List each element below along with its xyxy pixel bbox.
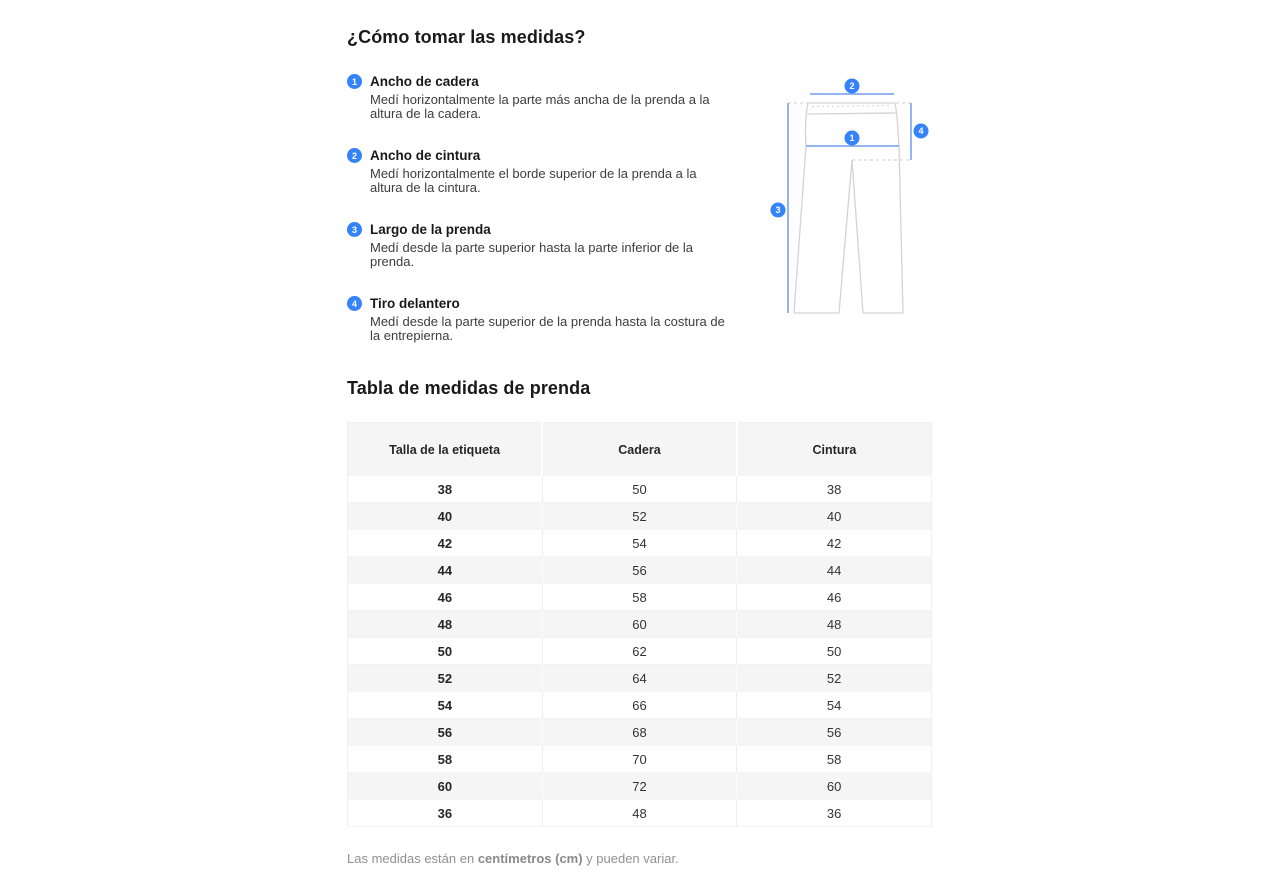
size-cell: 48 [348,611,543,638]
measure-cell: 56 [737,719,932,746]
footnote-prefix: Las medidas están en [347,851,478,866]
instruction-description: Medí horizontalmente el borde superior de la prenda a la altura de la cintura. [370,166,697,195]
table-row [348,530,932,557]
hip-badge-number: 1 [849,133,855,144]
table-row [348,719,932,746]
measure-cell: 66 [542,692,737,719]
size-cell: 58 [348,746,543,773]
instruction-title: Tiro delantero [370,296,460,311]
measure-cell: 60 [542,611,737,638]
instruction-description: Medí desde la parte superior hasta la parte inferior de la prenda. [370,240,694,269]
size-cell: 60 [348,773,543,800]
step-number-badge [347,222,362,237]
table-row [348,773,932,800]
measure-cell: 42 [737,530,932,557]
size-cell: 50 [348,638,543,665]
measure-cell: 40 [737,503,932,530]
table-row [348,800,932,827]
front-rise-badge-number: 4 [918,126,924,137]
size-cell: 40 [348,503,543,530]
measure-cell: 52 [737,665,932,692]
measure-cell: 62 [542,638,737,665]
measure-cell: 48 [542,800,737,827]
size-cell: 42 [348,530,543,557]
table-row [348,692,932,719]
column-header-waist: Cintura [737,423,932,477]
table-row [348,746,932,773]
measure-cell: 50 [737,638,932,665]
size-cell: 36 [348,800,543,827]
size-cell: 44 [348,557,543,584]
size-cell: 54 [348,692,543,719]
table-row [348,611,932,638]
table-row [348,638,932,665]
footnote-units: centímetros (cm) [477,851,583,866]
measure-cell: 54 [737,692,932,719]
step-number-badge [347,296,362,311]
instruction-title: Ancho de cintura [370,148,481,163]
size-cell: 46 [348,584,543,611]
step-number: 1 [351,76,357,87]
measure-cell: 46 [737,584,932,611]
step-number: 3 [351,224,357,235]
length-badge-number: 3 [775,205,781,216]
measure-cell: 58 [737,746,932,773]
table-row [348,584,932,611]
measure-cell: 64 [542,665,737,692]
table-row [348,503,932,530]
measure-cell: 44 [737,557,932,584]
waist-badge-number: 2 [849,81,855,92]
measure-cell: 72 [542,773,737,800]
size-table-body [348,476,932,827]
measure-cell: 48 [737,611,932,638]
page-title: ¿Cómo tomar las medidas? [347,27,586,47]
step-number-badge [347,148,362,163]
measure-cell: 60 [737,773,932,800]
instruction-description: Medí desde la parte superior de la prenda hasta la costura de la entrepierna. [370,314,725,343]
measure-cell: 38 [737,476,932,503]
instruction-title: Ancho de cadera [370,74,479,89]
size-table-title: Tabla de medidas de prenda [347,378,591,398]
table-row [348,557,932,584]
size-cell: 56 [348,719,543,746]
measure-cell: 68 [542,719,737,746]
measure-cell: 54 [542,530,737,557]
header-row [348,423,932,477]
size-table-header [348,423,932,477]
step-number: 4 [351,298,357,309]
measure-cell: 56 [542,557,737,584]
measure-cell: 58 [542,584,737,611]
table-row [348,476,932,503]
size-cell: 38 [348,476,543,503]
measurement-lines [788,94,911,313]
instruction-title: Largo de la prenda [370,222,491,237]
size-cell: 52 [348,665,543,692]
step-number-badge [347,74,362,89]
measure-cell: 50 [542,476,737,503]
footnote-suffix: y pueden variar. [582,851,679,866]
column-header-label-size: Talla de la etiqueta [348,423,543,477]
units-footnote [347,851,932,867]
step-number: 2 [351,150,357,161]
measure-cell: 36 [737,800,932,827]
table-row [348,665,932,692]
size-table [347,422,932,827]
measure-cell: 70 [542,746,737,773]
instruction-description: Medí horizontalmente la parte más ancha de la prenda a la altura de la cadera. [370,92,710,121]
column-header-hip: Cadera [542,423,737,477]
pants-measurement-diagram [750,68,950,320]
measure-cell: 52 [542,503,737,530]
